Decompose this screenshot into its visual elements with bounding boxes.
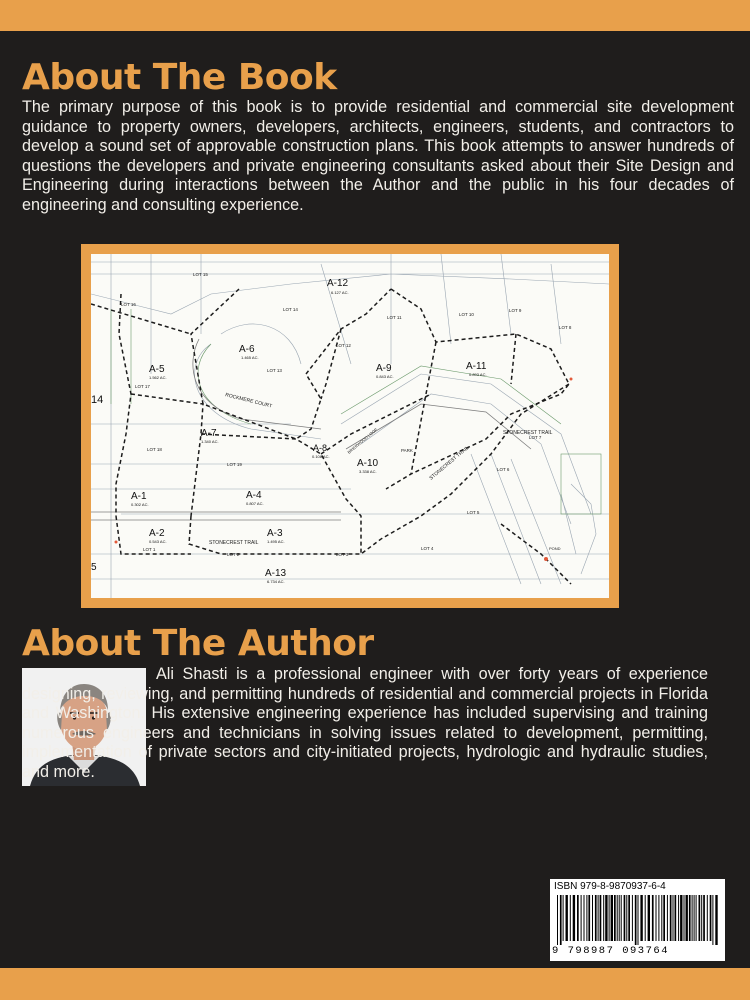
isbn-barcode xyxy=(550,879,725,961)
area-label: A-7 xyxy=(201,428,217,439)
area-acres: 6.127 AC. xyxy=(331,290,349,295)
lot-label: LOT 8 xyxy=(559,325,572,330)
isbn-digits: 9 798987 093764 xyxy=(552,945,670,957)
edge-label: 5 xyxy=(91,562,97,573)
lot-label: LOT 16 xyxy=(121,302,136,307)
area-label: A-2 xyxy=(149,528,165,539)
area-acres: 6.734 AC. xyxy=(267,579,285,584)
area-acres: 1.495 AC. xyxy=(267,539,285,544)
street-label: ROCKMERE COURT xyxy=(224,392,273,410)
edge-label: 14 xyxy=(91,394,104,406)
area-acres: 0.843 AC. xyxy=(376,374,394,379)
top-accent-band xyxy=(0,0,750,31)
lot-label: LOT 11 xyxy=(387,315,402,320)
street-label: STONECREST TRAIL xyxy=(428,445,471,482)
area-label: A-11 xyxy=(466,361,487,372)
site-plan-frame xyxy=(81,244,619,608)
area-acres: 0.302 AC. xyxy=(131,502,149,507)
area-label: A-1 xyxy=(131,491,147,502)
area-acres: 3.338 AC. xyxy=(359,469,377,474)
about-author-text: Ali Shasti is a professional engineer with over forty years of experience designing, reviewing, and permitting hundreds of residential and commercial projects in Florida and Washington. His extensive engineering experience has included supervising and training numerous engineers and technicians in solving issues related to development, permitting, implementation of private sectors and city-initiated projects, hydrologic and hydraulic studies, and more. xyxy=(22,665,708,781)
area-label: A-3 xyxy=(267,528,283,539)
lot-label: LOT 18 xyxy=(147,447,162,452)
area-acres: 0.543 AC. xyxy=(149,539,167,544)
street-label: POND xyxy=(549,546,561,551)
site-plan-map xyxy=(91,254,609,598)
about-author-heading: About The Author xyxy=(22,623,374,664)
area-label: A-6 xyxy=(239,344,255,355)
about-book-text: The primary purpose of this book is to provide residential and commercial site development guidance to property owners, developers, architects, engineers, students, and contractors to develop a sound set of approvable construction plans. This book attempts to answer hundreds of questions the developers and private engineering consultants asked about their Site Design and Engineering during interactions between the Author and the public in his four decades of engineering and consulting experience. xyxy=(22,98,734,214)
lot-label: LOT 1 xyxy=(143,547,156,552)
area-label: A-5 xyxy=(149,364,165,375)
area-acres: 0.108 AC. xyxy=(312,454,330,459)
barcode-bars xyxy=(556,895,719,945)
area-label: A-13 xyxy=(265,568,287,579)
lot-label: LOT 17 xyxy=(135,384,150,389)
area-label: A-4 xyxy=(246,490,262,501)
lot-label: LOT 13 xyxy=(267,368,282,373)
street-label: PARK xyxy=(401,448,413,453)
lot-label: LOT 10 xyxy=(459,312,474,317)
lot-label: LOT 14 xyxy=(283,307,298,312)
lot-label: LOT 7 xyxy=(529,435,542,440)
lot-label: LOT 9 xyxy=(509,308,522,313)
area-label: A-8 xyxy=(313,443,328,453)
lot-label: LOT 3 xyxy=(336,552,349,557)
area-acres: 1.340 AC. xyxy=(201,439,219,444)
area-label: A-9 xyxy=(376,363,392,374)
area-acres: 0.893 AC. xyxy=(469,372,487,377)
lot-label: LOT 19 xyxy=(227,462,242,467)
street-label: STONECREST TRAIL xyxy=(503,430,553,436)
bottom-accent-band xyxy=(0,968,750,1000)
area-acres: 0.807 AC. xyxy=(246,501,264,506)
lot-label: LOT 5 xyxy=(467,510,480,515)
area-acres: 1.465 AC. xyxy=(241,355,259,360)
street-label: STONECREST TRAIL xyxy=(209,540,259,546)
lot-label: LOT 6 xyxy=(497,467,510,472)
lot-label: LOT 12 xyxy=(336,343,351,348)
lot-label: LOT 2 xyxy=(227,552,240,557)
lot-label: LOT 15 xyxy=(193,272,208,277)
area-label: A-10 xyxy=(357,458,379,469)
about-book-heading: About The Book xyxy=(22,57,337,98)
lot-label: LOT 4 xyxy=(421,546,434,551)
area-acres: 1.562 AC. xyxy=(149,375,167,380)
street-label: BRIERWOOD LOOP xyxy=(346,426,379,455)
area-label: A-12 xyxy=(327,278,349,289)
isbn-label: ISBN 979-8-9870937-6-4 xyxy=(554,881,666,892)
